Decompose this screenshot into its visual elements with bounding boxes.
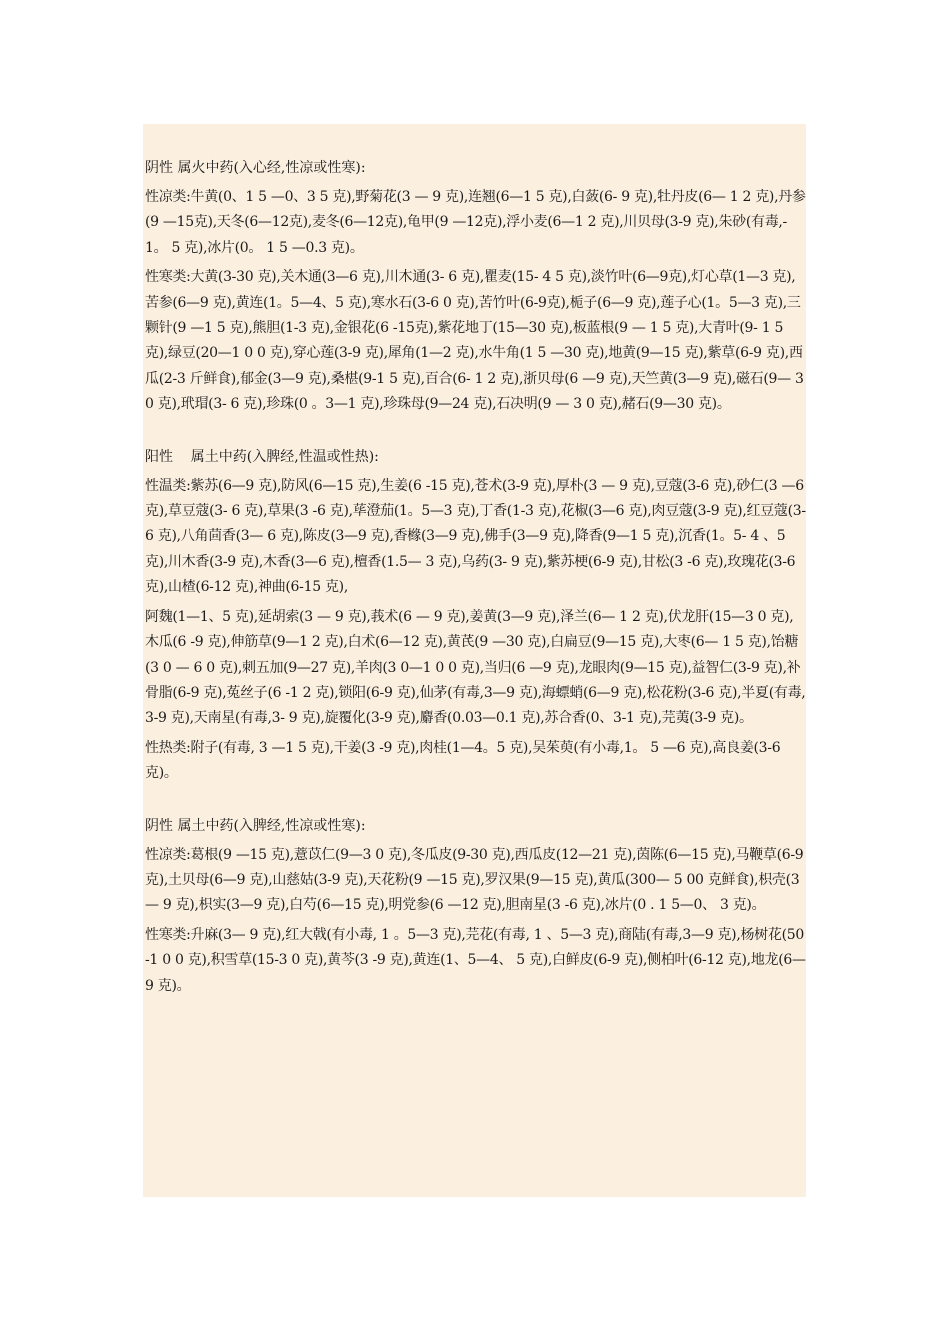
paragraph-warm-herbs: 性温类:紫苏(6—9 克),防风(6—15 克),生姜(6 -15 克),苍术(3-9 克),厚朴(3 — 9 克),豆蔻(3-6 克),砂仁(3 —6 克),草豆蔻(3- 6 克),草果(3 -6 克),荜澄茄(1。5—3 克),丁香(1-3 克),花椒(3—6 克),肉豆蔻(3-9 克),红豆蔻(3- 6 克),八角茴香(3— 6 克),陈皮(3—9 克),香橼(3—9 克),佛手(3—9 克),降香(9—1 5 克),沉香(1。5- 4 、5 克),川木香(3-9 克),木香(3—6 克),檀香(1.5— 3 克),乌药(3- 9 克),紫苏梗(6-9 克),甘松(3 -6 克),玫瑰花(3-6 克),山楂(6-12 克),神曲(6-15 克), xyxy=(145,477,806,596)
paragraph-cool-herbs: 性凉类:葛根(9 —15 克),薏苡仁(9—3 0 克),冬瓜皮(9-30 克),西瓜皮(12—21 克),茵陈(6—15 克),马鞭草(6-9 克),土贝母(6—9 克),山慈姑(3-9 克),天花粉(9 —15 克),罗汉果(9—15 克),黄瓜(300— 5 00 克鲜食),枳壳(3— 9 克),枳实(3—9 克),白芍(6—15 克),明党参(6 —12 克),胆南星(3 -6 克),冰片(0 . 1 5—0、 3 克)。 xyxy=(145,846,804,914)
section-heading: 阴性 属土中药(入脾经,性凉或性寒): xyxy=(145,817,366,834)
paragraph-hot-herbs: 性热类:附子(有毒, 3 —1 5 克),干姜(3 -9 克),肉桂(1—4。5 克),吴茱萸(有小毒,1。 5 —6 克),高良姜(3-6 克)。 xyxy=(145,739,781,782)
section-heading: 阴性 属火中药(入心经,性凉或性寒): xyxy=(145,160,366,176)
paragraph-cold-herbs: 性寒类:大黄(3-30 克),关木通(3—6 克),川木通(3- 6 克),瞿麦(15- 4 5 克),淡竹叶(6—9克),灯心草(1—3 克),苦参(6—9 克),黄连(1。5—4、5 克),寒水石(3-6 0 克),苦竹叶(6-9克),栀子(6—9 克),莲子心(1。5—3 克),三颗针(9 —1 5 克),熊胆(1-3 克),金银花(6 -15克),紫花地丁(15—30 克),板蓝根(9 — 1 5 克),大青叶(9- 1 5 克),绿豆(20—1 0 0 克),穿心莲(3-9 克),犀角(1—2 克),水牛角(1 5 —30 克),地黄(9—15 克),紫草(6-9 克),西瓜(2-3 斤鲜食),郁金(3—9 克),桑椹(9-1 5 克),百合(6- 1 2 克),浙贝母(6 —9 克),天竺黄(3—9 克),磁石(9— 3 0 克),玳瑁(3- 6 克),珍珠(0 。3—1 克),珍珠母(9—24 克),石决明(9 — 3 0 克),赭石(9—30 克)。 xyxy=(145,269,804,413)
document-panel xyxy=(143,124,806,1197)
section-heading: 阳性 属土中药(入脾经,性温或性热): xyxy=(145,448,379,465)
paragraph-cool-herbs: 性凉类:牛黄(0、1 5 —0、3 5 克),野菊花(3 — 9 克),连翘(6—1 5 克),白蔹(6- 9 克),牡丹皮(6— 1 2 克),丹参(9 —15克),天冬(6—12克),麦冬(6—12克),龟甲(9 —12克),浮小麦(6—1 2 克),川贝母(3-9 克),朱砂(有毒,-1。 5 克),冰片(0。 1 5 —0.3 克)。 xyxy=(145,189,806,256)
section-yang-earth xyxy=(145,445,806,787)
section-yin-fire xyxy=(145,156,806,418)
paragraph-warm-herbs-continued: 阿魏(1—1、5 克),延胡索(3 — 9 克),莪术(6 — 9 克),姜黄(3—9 克),泽兰(6— 1 2 克),伏龙肝(15—3 0 克),木瓜(6 -9 克),伸筋草(9—1 2 克),白术(6—12 克),黄芪(9 —30 克),白扁豆(9—15 克),大枣(6— 1 5 克),饴糖(3 0 — 6 0 克),刺五加(9—27 克),羊肉(3 0—1 0 0 克),当归(6 —9 克),龙眼肉(9—15 克),益智仁(3-9 克),补骨脂(6-9 克),菟丝子(6 -1 2 克),锁阳(6-9 克),仙茅(有毒,3—9 克),海螵蛸(6—9 克),松花粉(3-6 克),半夏(有毒,3-9 克),天南星(有毒,3- 9 克),旋覆化(3-9 克),麝香(0.03—0.1 克),苏合香(0、3-1 克),芫荑(3-9 克)。 xyxy=(145,608,806,727)
section-yin-earth xyxy=(145,814,806,999)
paragraph-cold-herbs: 性寒类:升麻(3— 9 克),红大戟(有小毒, 1 。5—3 克),芫花(有毒, 1 、5—3 克),商陆(有毒,3—9 克),杨树花(50-1 0 0 克),积雪草(15-3 0 克),黄芩(3 -9 克),黄连(1、5—4、 5 克),白鲜皮(6-9 克),侧柏叶(6-12 克),地龙(6—9 克)。 xyxy=(145,926,806,994)
